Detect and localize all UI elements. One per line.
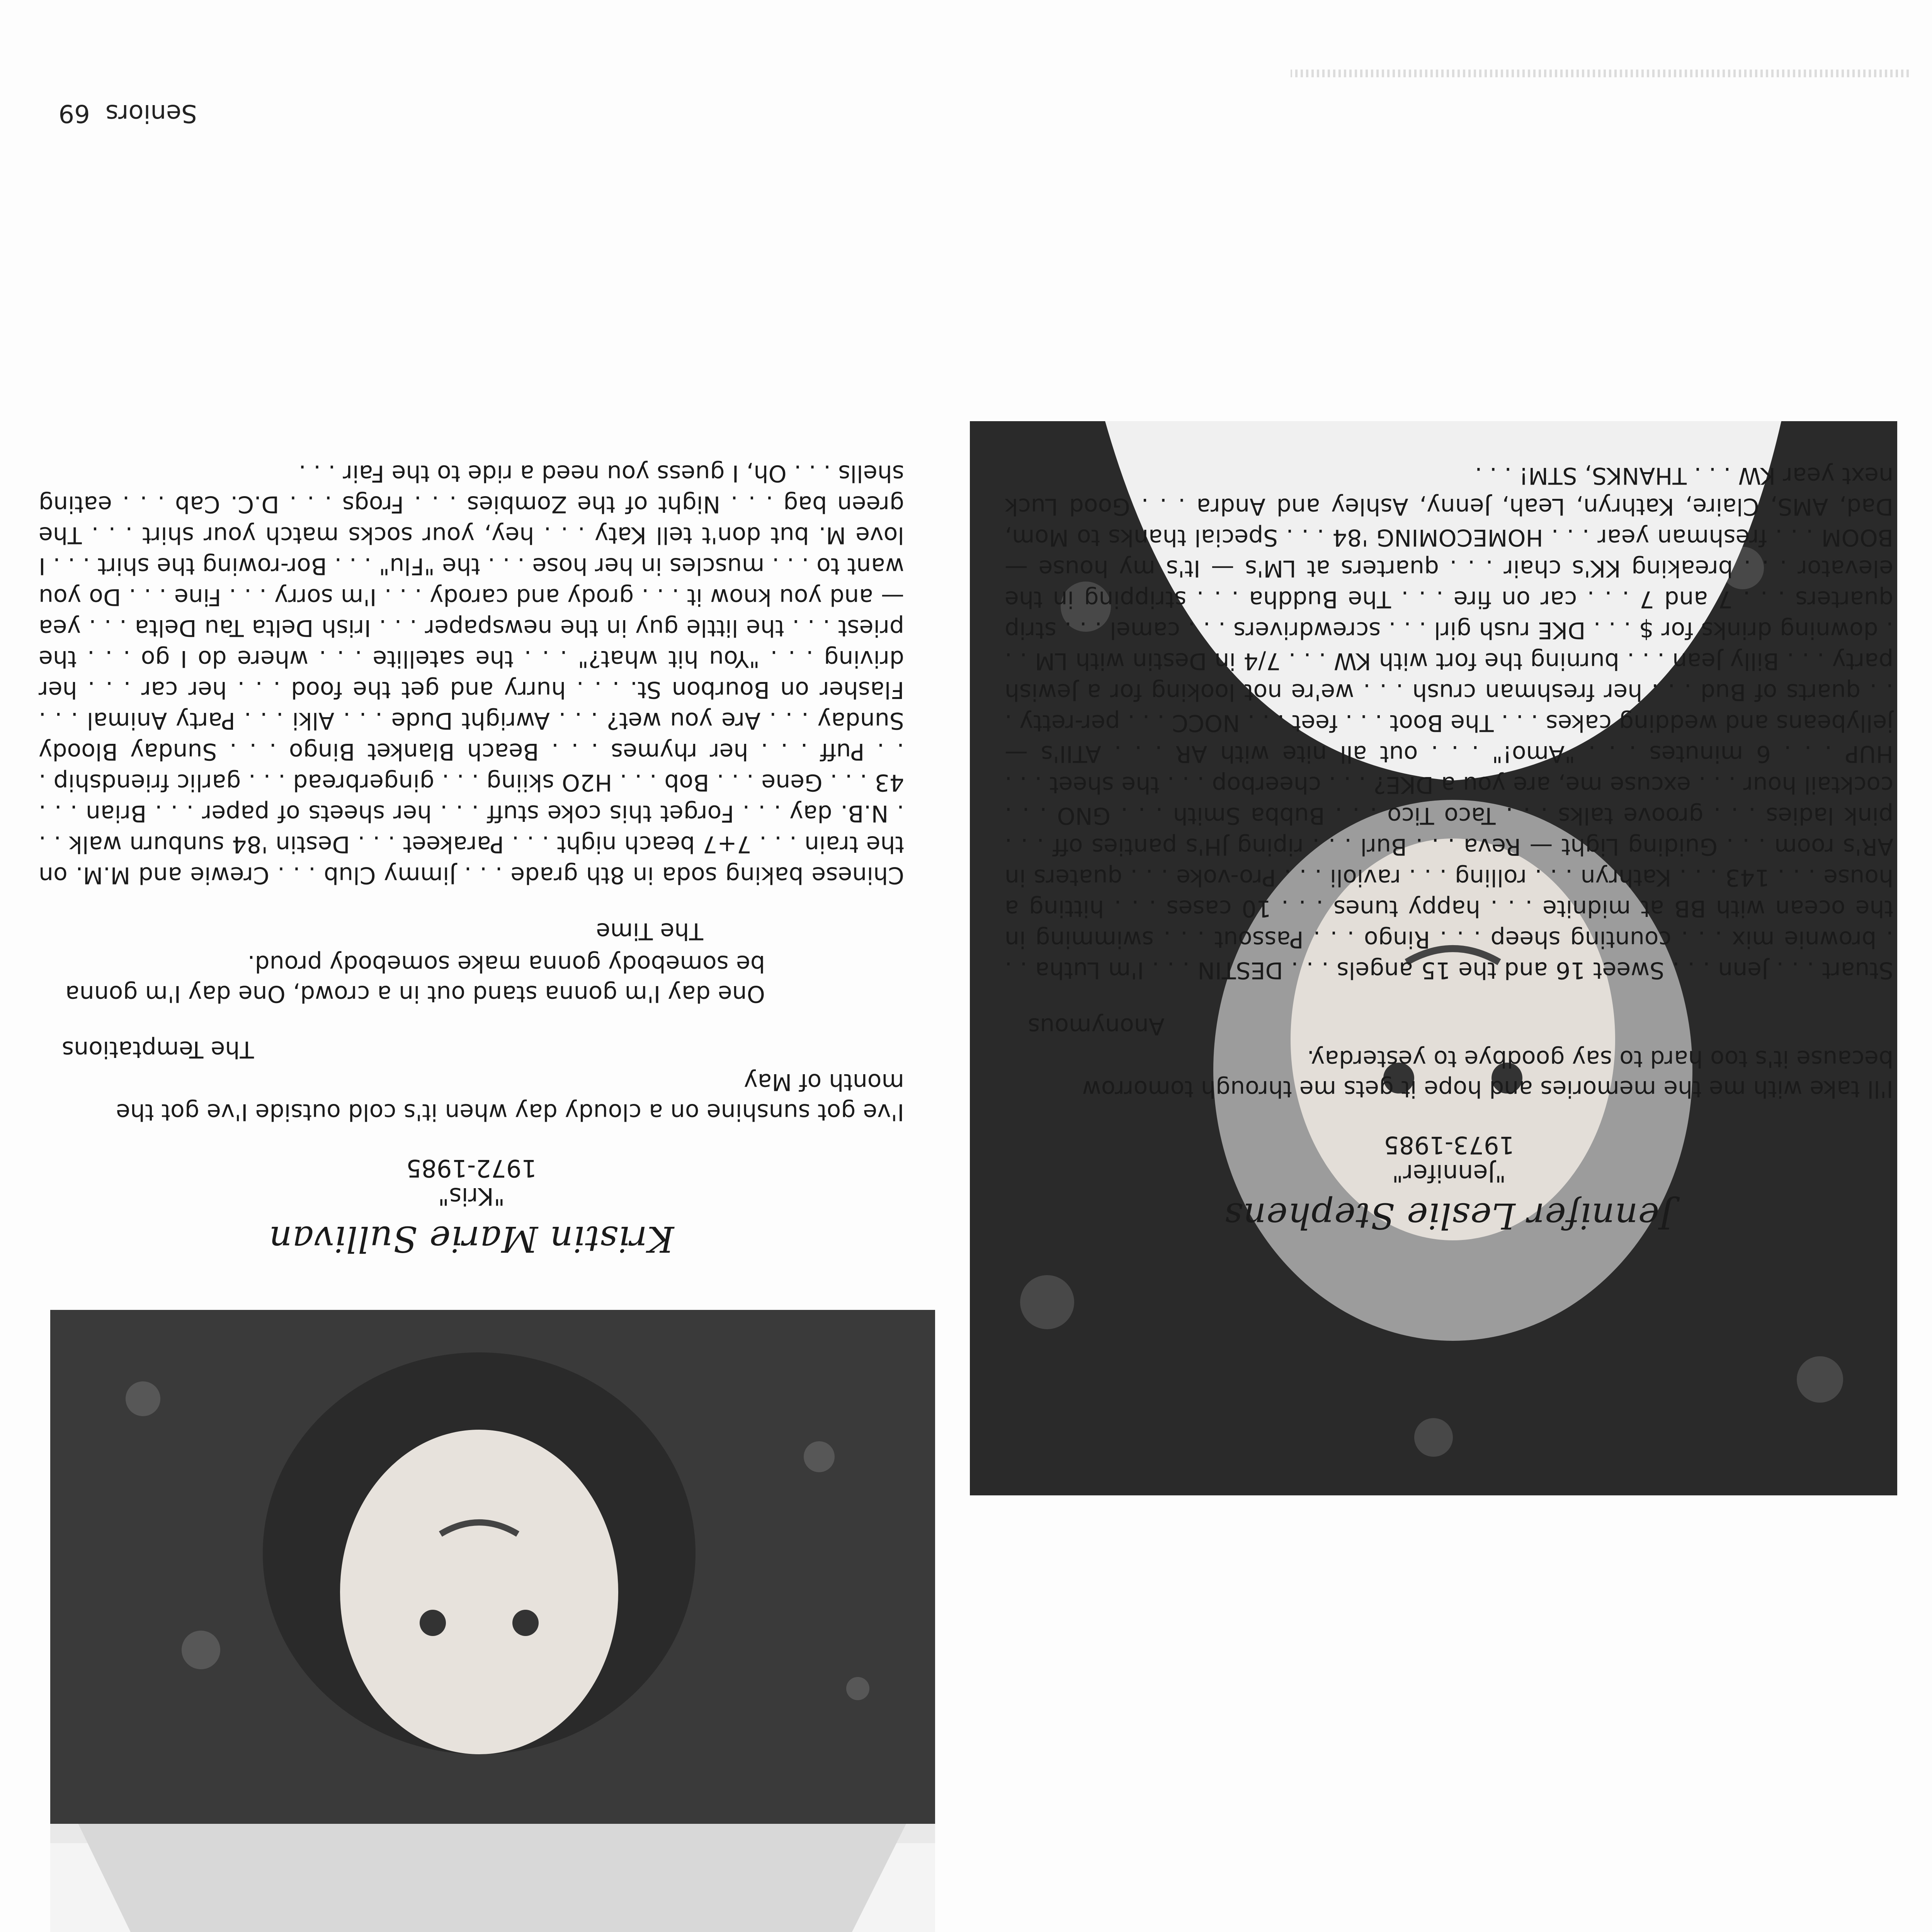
quote-attribution: The Time — [596, 918, 703, 945]
senior-entry-jennifer — [1005, 460, 1893, 1236]
portrait-illustration — [50, 1310, 935, 1932]
entry-quote: I've got sunshine on a cloudy day when it's cold outside I've got the month of May — [116, 1068, 904, 1126]
entry-nickname: "Jennifer" — [1392, 1159, 1506, 1187]
senior-entry-kristin — [39, 458, 904, 1260]
entry-years: 1972-1985 — [406, 1154, 537, 1182]
entry-quote: I'll take with me the memories and hope it gets me through tomorrow because it's too hard to say goodbye to yesterday. — [1082, 1045, 1893, 1102]
page-number: 69 — [58, 99, 90, 128]
entry-signature: Kristin Marie Sullivan — [269, 1218, 674, 1260]
entry-memories: Chinese baking soda in 8th grade . . . Jimmy Club . . . Crewie and M.M. on the train . . . 7+7 beach night . . . Parakeet . . . Destin '84 sunburn walk . . . N.B. day . . . Forget this coke stuff . . . her sheets of paper . . . Brian . . . 43 . . . Gene . . . Bob . . . H2O skiing . . . gingerbread . . . garlic friendship . . . Puff . . . her rhymes . . . Beach Blanket Bingo . . . Sunday Bloody Sunday . . . Are you wet? . . . Awright Dude . . . Alki . . . Party Animal . . . Flasher on Bourbon St. . . . hurry and get the food . . . her car . . . her driving . . . "You hit what?" . . . the satellite . . . where do I go . . . the priest . . . the little guy in the newspaper . . . Irish Delta Tau Delta . . . yea — and you know it . . . grody and carody . . . I'm sorry . . . Fine . . . Do you want to . . . muscles in her hose . . . the "Flu" . . . Bor-rowing the shirt . . . I love M. but don't tell Katy . . . hey, your socks match your shirt . . . The green bag . . . Night of the Zombies . . . Frogs . . . D.C. Cab . . . eating shells . . . Oh, I guess you need a ride to the Fair . . . — [39, 460, 904, 889]
entry-signature: Jennifer Leslie Stephens — [1224, 1195, 1674, 1236]
scan-artifact — [1291, 70, 1909, 77]
quote-attribution: The Temptations — [62, 1036, 254, 1063]
senior-portrait-jennifer — [50, 1310, 935, 1932]
section-label: Seniors — [105, 99, 197, 128]
entry-years: 1973-1985 — [1384, 1131, 1514, 1159]
entry-nickname: "Kris" — [438, 1182, 505, 1211]
quote-attribution: Anonymous — [1028, 1013, 1165, 1040]
entry-quote: One day I'm gonna stand out in a crowd, One day I'm gonna be somebody gonna make somebody proud. — [65, 950, 765, 1007]
page-footer — [19, 99, 213, 128]
entry-memories: Stuart . . . Jenn . . . Sweet 16 and the 15 angels . . . DESTIN . . . I'm Lutha . . . brownie mix . . . counting sheep . . . Ringo . . . Passout . . . swimming in the ocean with BB at midnite . . . happy tunes . . . 10 cases . . . hitting a house . . . 143 . . . Kathryn . . . rolling . . . ravioli . . . Pro-voke . . . quaters in AR's room . . . Guiding Light — Reva . . . Burl . . . riping JH's panties off . . . pink ladies . . . groove talks . . . Taco Tico . . . Bubba Smith . . . GNO . . . cocktail hour . . . excuse me, are you a DKE? . . . cheerbop . . . the sheet . . . HUP . . . 6 minutes . . . "Amo!" . . . out all nite with AR . . . ATII's — jellybeans and wedding cakes . . . The Boot . . . feet . . . NOCC . . . per-retty . . . quarts of Bud . . . her freshman crush . . . we're not looking for a Jewish party . . . Billy Jean . . . burning the fort with KW . . . 7/4 in Destin with LM . . . downing drinks for $ . . . DKE rush girl . . . screwdrivers . . . camel . . . strip quarters . . . 7 and 7 . . . car on fire . . . The Buddha . . . stripping in the elevator . . . breaking KK's chair . . . quarters at LM's — It's my house — BOOM . . . freshman year . . . HOMECOMING '84 . . . Special thanks to Mom, Dad, AMS, Claire, Kathryn, Leah, Jenny, Ashley and Andra . . . Good Luck next year KW . . . THANKS, STM! . . . — [1005, 462, 1893, 984]
